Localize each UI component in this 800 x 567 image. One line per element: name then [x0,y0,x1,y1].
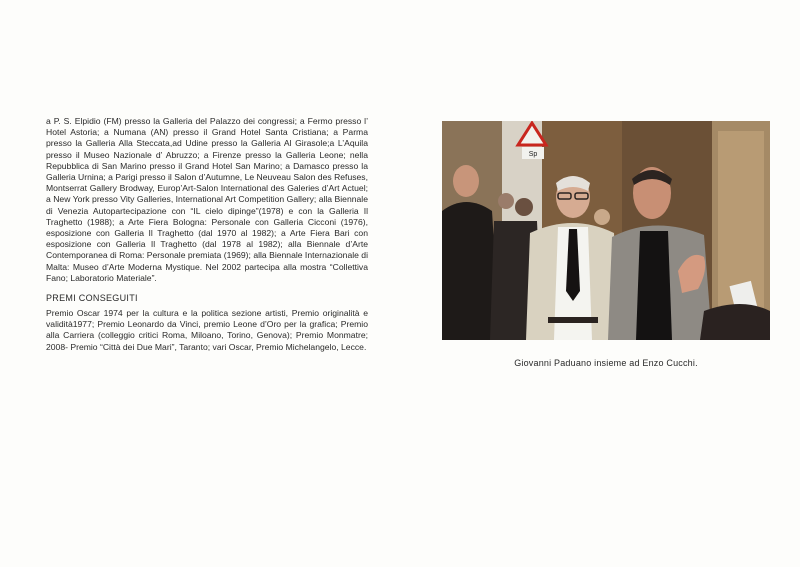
photo-caption: Giovanni Paduano insieme ad Enzo Cucchi. [514,358,698,368]
biography-paragraph: a P. S. Elpidio (FM) presso la Galleria del Palazzo dei congressi; a Fermo presso l’ Hotel Astoria; a Numana (AN) presso il Grand Hotel Santa Cristiana; a Parma presso la Galleria Alla Steccata,ad Udine presso la Galleria Al Girasole;a L’Aquila presso il Museo Nazionale d’ Abruzzo; a Firenze presso la Galleria Leone; nella Repubblica di San Marino presso il Grand Hotel San Marino; a Damasco presso la Galleria Urnina; a Parigi presso il Salon d’Autumne, Le Neuveau Salon des Refuses, Montserrat Gallery Brodway, Europ’Art-Salon International des Galeries d’Art Actuel; a New York presso Vity Galleries, International Art Competition Gallery; alla Biennale di Venezia Autopartecipazione con “IL cielo dipinge”(1978) e con la Galleria Il Traghetto (1988); a Arte Fiera Bologna: Personale con Galleria Cicconi (1976), esposizione con Galleria Il Traghetto (dal 1970 al 1982); a Arte Fiera Bari con esposizione con Galleria Il Traghetto (dal 1978 al 1982); alla Biennale d’Arte Contemporanea di Roma: Personale premiata (1969); alla Biennale Internazionale di Malta: Museo d’Arte Moderna Mystique. Nel 2002 partecipa alla mostra “Collettiva Fano; Laboratorio Materiale”. [46,116,368,283]
text-column [46,116,368,353]
awards-heading: PREMI CONSEGUITI [46,293,138,304]
awards-paragraph: Premio Oscar 1974 per la cultura e la politica sezione artisti, Premio originalità e validità1977; Premio Leonardo da Vinci, premio Leone d’Oro per la grafica; Premio alla Carriera (colleggio critici Roma, Miloano, Torino, Genova); Premio Monmatre; 2008- Premio “Città dei Due Mari”, Taranto; vari Oscar, Premio Michelangelo, Lecce. [46,308,368,352]
sign-text: Sp [528,151,538,158]
street-photo [442,121,770,340]
